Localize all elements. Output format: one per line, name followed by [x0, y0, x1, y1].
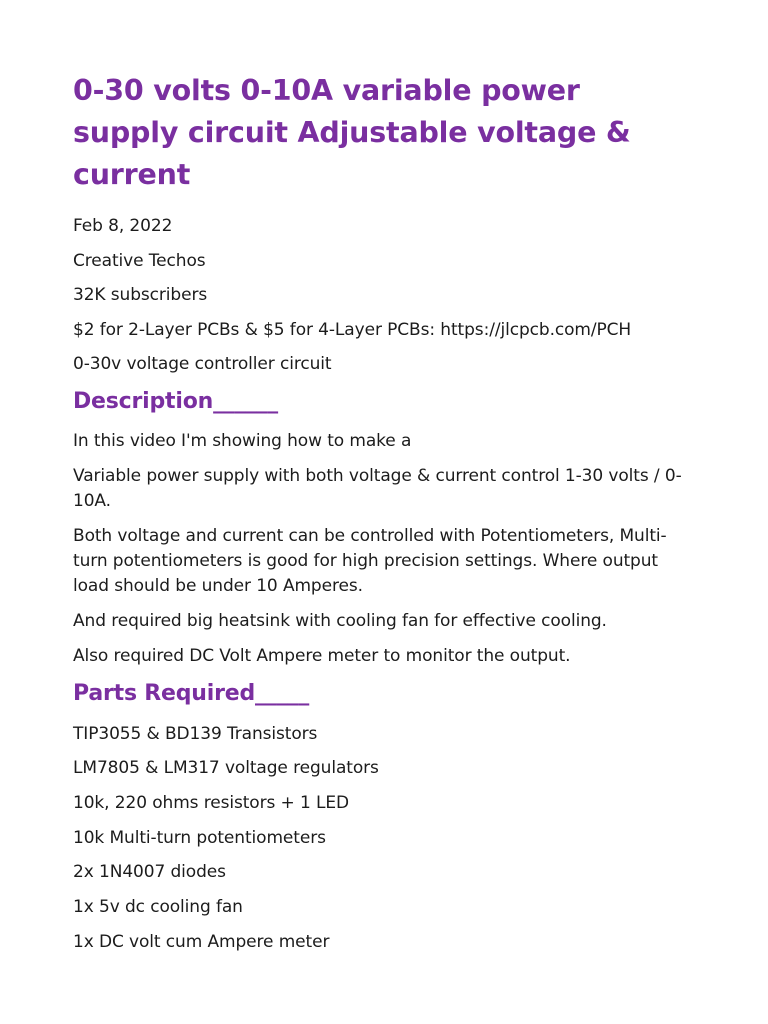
description-paragraph: Both voltage and current can be controlled with Potentiometers, Multi-turn potentiometers is good for high precision settings. Where output load should be under 10 Amperes. [73, 525, 667, 596]
description-section [73, 429, 693, 669]
video-meta [73, 214, 693, 377]
publish-date: Feb 8, 2022 [73, 216, 173, 236]
parts-item: 2x 1N4007 diodes [73, 862, 226, 883]
parts-list [73, 722, 693, 955]
sponsor-line: $2 for 2-Layer PCBs & $5 for 4-Layer PCBs: https://jlcpcb.com/PCH [73, 319, 632, 340]
page-title: 0-30 volts 0-10A variable power supply circuit Adjustable voltage & current [73, 74, 631, 191]
parts-item: TIP3055 & BD139 Transistors [73, 723, 318, 744]
parts-item: 10k, 220 ohms resistors + 1 LED [73, 792, 350, 813]
description-paragraph: In this video I'm showing how to make a [73, 430, 412, 451]
parts-item: 1x 5v dc cooling fan [73, 896, 243, 917]
description-paragraph: Variable power supply with both voltage & current control 1-30 volts / 0-10A. [73, 465, 682, 511]
parts-item: 1x DC volt cum Ampere meter [73, 931, 330, 952]
subscriber-count: 32K subscribers [73, 285, 208, 305]
channel-name: Creative Techos [73, 250, 206, 271]
document-page [73, 70, 693, 964]
description-paragraph: And required big heatsink with cooling fan for effective cooling. [73, 610, 607, 631]
parts-heading: Parts Required_____ [73, 680, 310, 706]
parts-item: LM7805 & LM317 voltage regulators [73, 758, 379, 779]
subtitle-line: 0-30v voltage controller circuit [73, 354, 332, 374]
description-paragraph: Also required DC Volt Ampere meter to monitor the output. [73, 645, 571, 666]
parts-item: 10k Multi-turn potentiometers [73, 827, 326, 848]
description-heading: Description______ [73, 388, 278, 414]
